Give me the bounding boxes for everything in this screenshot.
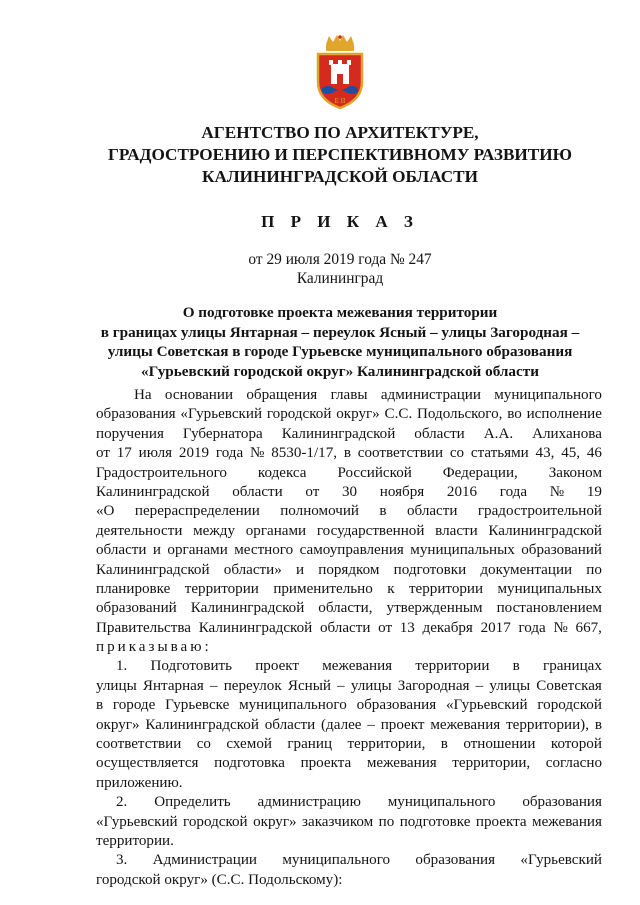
body-word: Советская — [536, 677, 602, 694]
body-word: администрации — [380, 387, 481, 403]
body-word: городской — [537, 697, 602, 714]
body-line — [96, 386, 602, 405]
body-word: границах — [543, 658, 602, 675]
body-word: и — [295, 561, 305, 578]
body-word: улицы — [489, 677, 531, 694]
body-word: 19 — [586, 483, 602, 500]
body-word: года — [499, 483, 528, 500]
body-word: улицы — [96, 677, 137, 694]
body-word: полномочий — [280, 503, 359, 520]
monogram: E II — [334, 97, 346, 105]
subject-line: О подготовке проекта межевания территории — [182, 304, 498, 321]
body-word: № — [549, 483, 565, 500]
subject-line: «Гурьевский городской округ» Калининградской области — [141, 362, 539, 380]
body-word: органами — [167, 542, 228, 559]
body-word: применительно — [273, 580, 373, 597]
body-word: – — [475, 677, 484, 694]
body-word: образований — [96, 600, 177, 617]
body-word: 43, — [535, 445, 555, 462]
body-word: государственной — [316, 522, 425, 539]
body-word: деятельности — [96, 522, 183, 539]
body-word: исполнение — [526, 406, 602, 423]
crown-jewel — [338, 35, 342, 39]
body-word: подготовке — [399, 813, 471, 830]
body-word: проект — [380, 716, 425, 733]
body-word: муниципальных — [410, 542, 515, 559]
body-word: – — [367, 716, 375, 733]
body-word: 3. — [116, 852, 128, 869]
kaliningrad-coat-of-arms — [312, 34, 368, 110]
body-word: муниципального — [282, 852, 391, 869]
body-word: самоуправления — [299, 542, 404, 559]
body-word: «Гурьевский — [96, 813, 178, 830]
body-word: области — [406, 503, 458, 520]
agency-line: АГЕНТСТВО ПО АРХИТЕКТУРЕ, — [201, 123, 479, 142]
body-word: № — [553, 619, 568, 636]
body-word: области — [319, 619, 371, 636]
body-word: территории — [415, 658, 490, 675]
body-word: области» — [223, 561, 282, 578]
body-word: 30 — [342, 483, 358, 500]
body-line — [96, 444, 602, 463]
castle-merlon-right — [347, 60, 351, 65]
body-word: С.С. — [384, 406, 413, 423]
body-word: «Гурьевский — [180, 406, 263, 423]
body-word: заказчиком — [302, 813, 374, 830]
body-word: основании — [164, 387, 234, 403]
body-line — [96, 696, 602, 715]
body-word: кодекса — [257, 464, 307, 481]
body-word: городе — [112, 697, 156, 714]
body-line — [96, 657, 602, 676]
body-word: границ — [287, 736, 333, 753]
body-line — [96, 522, 602, 541]
body-line — [96, 599, 602, 618]
body-word: улицы — [350, 677, 392, 694]
body-word: территории, — [347, 736, 426, 753]
body-word: 2017 — [480, 619, 511, 636]
body-word: области — [264, 716, 316, 733]
body-word: Правительства — [96, 619, 191, 636]
body-word: которой — [550, 736, 602, 753]
subject-line: в границах улицы Янтарная – переулок Ясный – улицы Загородная – — [100, 323, 580, 341]
castle-merlon-center — [338, 60, 342, 65]
body-word: к — [387, 580, 395, 597]
order-date: от 29 июля 2019 года № 247 — [248, 251, 432, 268]
body-word: осуществляется — [96, 755, 199, 772]
body-line — [96, 716, 602, 735]
body-word: года — [518, 619, 546, 636]
body-line — [96, 832, 602, 851]
body-word: по — [378, 813, 395, 830]
body-word: 45, — [561, 445, 581, 462]
body-word: проекта — [475, 813, 527, 830]
body-word: Определить — [154, 794, 231, 811]
body-word: отношении — [463, 736, 536, 753]
body-word: от — [305, 483, 320, 500]
body-word: территории — [184, 580, 259, 597]
body-word: соответствии — [357, 445, 444, 462]
coat-of-arms-icon — [312, 34, 368, 110]
body-line — [96, 851, 602, 870]
body-word: (далее — [321, 716, 362, 733]
body-word: в — [96, 697, 104, 714]
order-title: П Р И К А З — [261, 212, 419, 231]
body-line — [96, 464, 602, 483]
body-word: в — [594, 716, 602, 733]
castle-merlon-left — [329, 60, 333, 65]
body-word: обращения — [246, 387, 318, 403]
body-word: Калининградской — [488, 522, 602, 539]
body-word: Янтарная — [142, 677, 204, 694]
body-word: декабря — [422, 619, 473, 636]
body-word: 1. — [116, 658, 128, 675]
body-line — [96, 619, 602, 638]
body-word: схемой — [226, 736, 272, 753]
subject-line: улицы Советская в городе Гурьевске муниципального образования — [107, 343, 573, 360]
body-word: Калининградской — [145, 716, 259, 733]
body-line — [96, 793, 602, 812]
body-word: администрацию — [257, 794, 361, 811]
body-word: главы — [330, 387, 368, 403]
body-word: округ» — [96, 716, 140, 733]
body-word: утвержденным — [386, 600, 483, 617]
body-word: документации — [480, 561, 573, 578]
body-word: Федерации, — [442, 464, 518, 481]
body-line — [96, 754, 602, 773]
body-word: территории. — [96, 832, 174, 849]
body-line — [96, 561, 602, 580]
body-word: и — [152, 542, 161, 559]
body-word: местного — [234, 542, 294, 559]
body-word: в — [343, 445, 351, 462]
body-word: межевания — [430, 716, 501, 733]
body-word: приказываю: — [96, 639, 212, 656]
body-word: муниципального — [494, 387, 602, 403]
body-word: «О — [96, 503, 115, 520]
body-word: подготовки — [393, 561, 467, 578]
body-word: между — [193, 522, 236, 539]
body-word: от — [378, 619, 393, 636]
body-word: 2016 — [446, 483, 478, 500]
body-word: межевания — [322, 658, 393, 675]
body-line — [96, 425, 602, 444]
body-word: во — [507, 406, 522, 423]
body-line — [96, 638, 602, 657]
body-word: муниципальных — [497, 580, 602, 597]
body-word: А.А. — [483, 425, 514, 442]
body-word: Гурьевске — [165, 697, 230, 714]
order-body — [96, 386, 602, 890]
body-word: соответствии — [96, 736, 182, 753]
body-word: образования — [522, 794, 602, 811]
body-word: 17 — [116, 445, 132, 462]
body-word: области — [414, 425, 465, 442]
body-word: со — [449, 445, 465, 462]
body-word: проекта — [300, 755, 352, 772]
body-word: в — [379, 503, 387, 520]
order-subject — [60, 303, 620, 381]
body-word: Калининградской — [190, 600, 305, 617]
body-word: территории — [408, 580, 484, 597]
body-word: – — [337, 677, 345, 694]
body-word: поручения — [96, 425, 164, 442]
body-word: 8530-1/17, — [271, 445, 338, 462]
body-word: 2019 — [178, 445, 210, 462]
body-word: образований — [521, 542, 602, 559]
body-word: Калининградской — [281, 425, 396, 442]
body-word: Законом — [548, 464, 602, 481]
body-word: власти — [435, 522, 478, 539]
agency-line: ГРАДОСТРОЕНИЮ И ПЕРСПЕКТИВНОМУ РАЗВИТИЮ — [107, 145, 572, 164]
agency-line: КАЛИНИНГРАДСКОЙ ОБЛАСТИ — [201, 167, 479, 186]
body-line — [96, 483, 602, 502]
body-word: межевания — [532, 813, 602, 830]
body-word: – — [210, 677, 218, 694]
order-city: Калининград — [296, 270, 384, 287]
body-line — [96, 813, 602, 832]
body-word: Калининградской — [96, 483, 210, 500]
body-word: области, — [318, 600, 373, 617]
body-word: Калининградской — [198, 619, 313, 636]
body-word: Градостроительного — [96, 464, 227, 481]
body-word: Алиханова — [532, 425, 602, 442]
body-word: планировке — [96, 580, 171, 597]
body-word: Ясный — [287, 677, 331, 694]
agency-name — [60, 122, 620, 188]
body-word: На — [134, 387, 152, 403]
body-word: Губернатора — [182, 425, 263, 442]
body-word: июля — [138, 445, 173, 462]
body-word: подготовка — [214, 755, 285, 772]
body-word: 13 — [399, 619, 415, 636]
crown-band — [326, 44, 354, 51]
body-word: городской — [183, 813, 248, 830]
body-word: Российской — [337, 464, 412, 481]
body-line — [96, 735, 602, 754]
body-word: городской — [266, 406, 332, 423]
body-word: округ» — [336, 406, 380, 423]
body-line — [96, 502, 602, 521]
body-word: Администрации — [152, 852, 257, 869]
body-word: области — [96, 542, 147, 559]
body-word: года — [215, 445, 244, 462]
body-word: территории), — [506, 716, 589, 733]
body-word: ноября — [379, 483, 425, 500]
body-word: № — [249, 445, 265, 462]
body-word: 2. — [116, 794, 128, 811]
body-line — [96, 871, 602, 890]
body-word: области — [232, 483, 283, 500]
body-word: по — [586, 561, 602, 578]
body-line — [96, 541, 602, 560]
body-word: 667, — [575, 619, 602, 636]
body-word: статьями — [470, 445, 529, 462]
body-word: округ» — [253, 813, 297, 830]
body-word: Калининградской — [96, 561, 210, 578]
body-line — [96, 774, 602, 793]
body-word: Загородная — [397, 677, 470, 694]
body-word: образования — [415, 852, 496, 869]
body-word: муниципального — [239, 697, 347, 714]
body-word: межевания — [366, 755, 437, 772]
body-word: от — [96, 445, 110, 462]
body-word: перераспределении — [134, 503, 260, 520]
body-word: органами — [245, 522, 307, 539]
body-word: градостроительной — [477, 503, 602, 520]
body-word: городской округ» (С.С. Подольскому): — [96, 871, 343, 888]
body-word: со — [196, 736, 211, 753]
body-word: «Гурьевский — [445, 697, 528, 714]
castle-gate — [337, 74, 343, 84]
body-word: Подольского, — [417, 406, 503, 423]
body-word: образования — [96, 406, 176, 423]
body-word: переулок — [223, 677, 282, 694]
body-word: в — [440, 736, 448, 753]
body-word: муниципального — [387, 794, 496, 811]
body-word: порядком — [318, 561, 380, 578]
body-word: образования — [356, 697, 437, 714]
body-line — [96, 405, 602, 424]
body-line — [96, 580, 602, 599]
body-word: «Гурьевский — [520, 852, 602, 869]
body-line — [96, 677, 602, 696]
body-word: Подготовить — [150, 658, 233, 675]
body-word: проект — [255, 658, 300, 675]
body-word: 46 — [586, 445, 602, 462]
body-word: в — [512, 658, 520, 675]
body-word: согласно — [545, 755, 602, 772]
body-word: приложению. — [96, 774, 183, 791]
body-word: территории, — [452, 755, 531, 772]
body-word: постановлением — [496, 600, 602, 617]
